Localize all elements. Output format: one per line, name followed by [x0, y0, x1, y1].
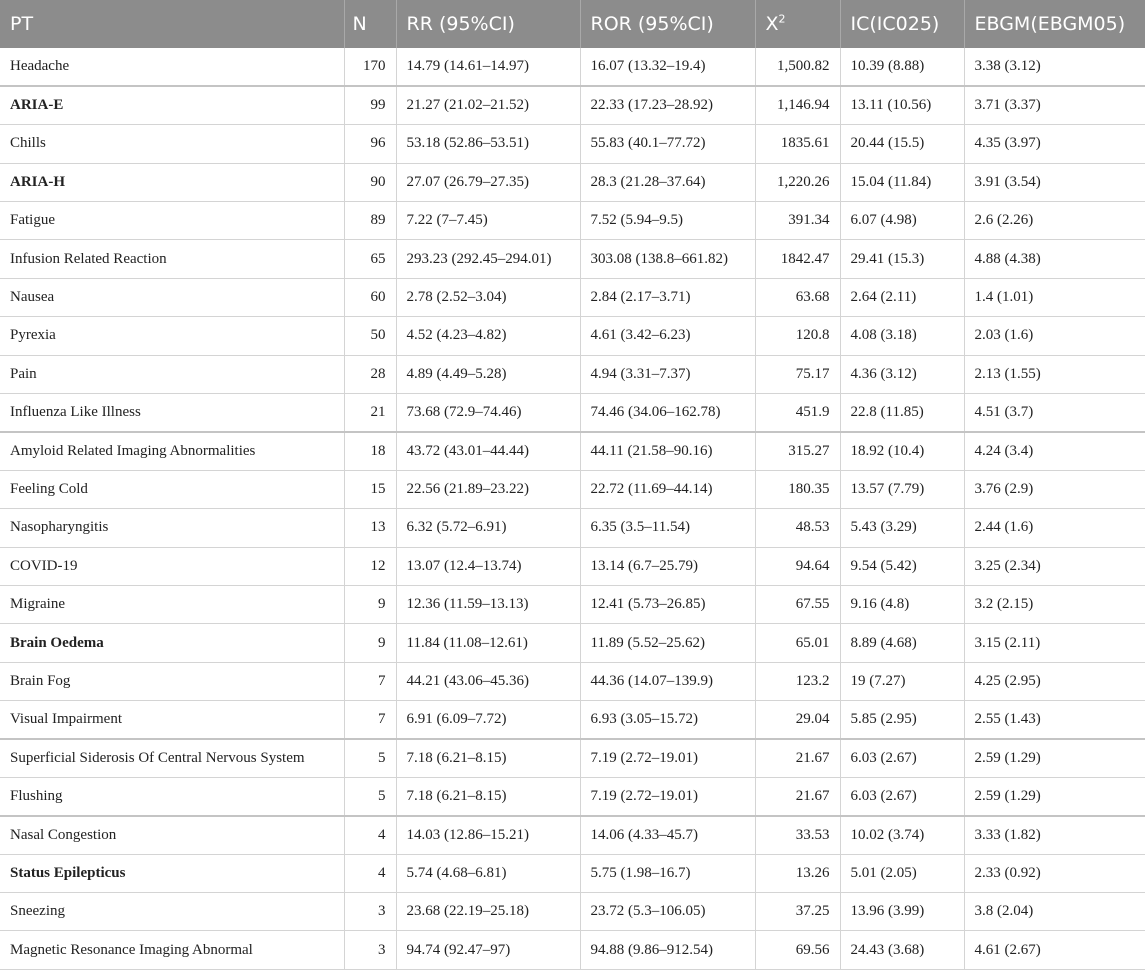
cell-ebgm: 4.25 (2.95)	[964, 662, 1145, 700]
cell-n: 99	[344, 86, 396, 124]
table-row	[0, 547, 1145, 585]
cell-pt: Superficial Siderosis Of Central Nervous System	[0, 739, 344, 777]
cell-pt: Influenza Like Illness	[0, 394, 344, 432]
cell-rr: 43.72 (43.01–44.44)	[396, 432, 580, 470]
cell-ror: 22.33 (17.23–28.92)	[580, 86, 755, 124]
cell-n: 18	[344, 432, 396, 470]
cell-ror: 7.52 (5.94–9.5)	[580, 202, 755, 240]
cell-ror: 14.06 (4.33–45.7)	[580, 816, 755, 854]
cell-n: 7	[344, 662, 396, 700]
header-ebgm: EBGM(EBGM05)	[974, 13, 1126, 35]
cell-ror: 23.72 (5.3–106.05)	[580, 893, 755, 931]
table-row	[0, 202, 1145, 240]
cell-pt: Amyloid Related Imaging Abnormalities	[0, 432, 344, 470]
cell-ror: 22.72 (11.69–44.14)	[580, 470, 755, 508]
cell-chi-square: 21.67	[755, 739, 840, 777]
cell-ic: 13.11 (10.56)	[840, 86, 964, 124]
header-rr: RR (95%CI)	[396, 0, 580, 48]
cell-pt: Headache	[0, 48, 344, 86]
cell-chi-square: 37.25	[755, 893, 840, 931]
cell-ebgm: 3.38 (3.12)	[964, 48, 1145, 86]
cell-pt: Brain Fog	[0, 662, 344, 700]
cell-ror: 303.08 (138.8–661.82)	[580, 240, 755, 278]
cell-ror: 44.11 (21.58–90.16)	[580, 432, 755, 470]
table-row	[0, 854, 1145, 892]
cell-n: 7	[344, 701, 396, 739]
cell-ebgm: 2.59 (1.29)	[964, 739, 1145, 777]
cell-chi-square: 315.27	[755, 432, 840, 470]
cell-pt: COVID-19	[0, 547, 344, 585]
cell-n: 9	[344, 585, 396, 623]
cell-ic: 5.01 (2.05)	[840, 854, 964, 892]
cell-ebgm: 4.88 (4.38)	[964, 240, 1145, 278]
cell-ic: 15.04 (11.84)	[840, 163, 964, 201]
table-row	[0, 432, 1145, 470]
cell-rr: 293.23 (292.45–294.01)	[396, 240, 580, 278]
cell-ic: 9.54 (5.42)	[840, 547, 964, 585]
cell-ror: 6.35 (3.5–11.54)	[580, 509, 755, 547]
table-row	[0, 240, 1145, 278]
header-chi-square-sup: 2	[778, 12, 786, 26]
cell-rr: 23.68 (22.19–25.18)	[396, 893, 580, 931]
cell-pt: Nasopharyngitis	[0, 509, 344, 547]
cell-chi-square: 123.2	[755, 662, 840, 700]
cell-n: 13	[344, 509, 396, 547]
cell-ror: 7.19 (2.72–19.01)	[580, 777, 755, 815]
cell-ic: 20.44 (15.5)	[840, 125, 964, 163]
table-row	[0, 394, 1145, 432]
cell-ror: 44.36 (14.07–139.9)	[580, 662, 755, 700]
cell-chi-square: 63.68	[755, 278, 840, 316]
cell-chi-square: 391.34	[755, 202, 840, 240]
cell-chi-square: 451.9	[755, 394, 840, 432]
table-row	[0, 662, 1145, 700]
cell-n: 28	[344, 355, 396, 393]
table-row	[0, 317, 1145, 355]
cell-chi-square: 33.53	[755, 816, 840, 854]
cell-chi-square: 1835.61	[755, 125, 840, 163]
cell-chi-square: 67.55	[755, 585, 840, 623]
cell-n: 3	[344, 931, 396, 969]
table-row	[0, 816, 1145, 854]
cell-n: 4	[344, 816, 396, 854]
table-row	[0, 163, 1145, 201]
cell-rr: 94.74 (92.47–97)	[396, 931, 580, 969]
table-row	[0, 777, 1145, 815]
cell-ebgm: 2.6 (2.26)	[964, 202, 1145, 240]
cell-ic: 8.89 (4.68)	[840, 624, 964, 662]
cell-ebgm: 2.55 (1.43)	[964, 701, 1145, 739]
cell-n: 60	[344, 278, 396, 316]
cell-n: 89	[344, 202, 396, 240]
cell-pt: Flushing	[0, 777, 344, 815]
header-ror: ROR (95%CI)	[580, 0, 755, 48]
cell-rr: 6.32 (5.72–6.91)	[396, 509, 580, 547]
cell-ror: 12.41 (5.73–26.85)	[580, 585, 755, 623]
cell-rr: 22.56 (21.89–23.22)	[396, 470, 580, 508]
table-row	[0, 470, 1145, 508]
cell-n: 12	[344, 547, 396, 585]
cell-ic: 9.16 (4.8)	[840, 585, 964, 623]
cell-pt: ARIA-H	[0, 163, 344, 201]
cell-chi-square: 13.26	[755, 854, 840, 892]
cell-chi-square: 1,220.26	[755, 163, 840, 201]
cell-ic: 18.92 (10.4)	[840, 432, 964, 470]
cell-n: 5	[344, 739, 396, 777]
header-row	[0, 0, 1145, 48]
cell-ebgm: 4.24 (3.4)	[964, 432, 1145, 470]
cell-rr: 13.07 (12.4–13.74)	[396, 547, 580, 585]
cell-ic: 6.07 (4.98)	[840, 202, 964, 240]
cell-n: 5	[344, 777, 396, 815]
cell-ebgm: 3.25 (2.34)	[964, 547, 1145, 585]
cell-n: 65	[344, 240, 396, 278]
cell-ic: 5.43 (3.29)	[840, 509, 964, 547]
cell-n: 3	[344, 893, 396, 931]
table-row	[0, 585, 1145, 623]
cell-rr: 2.78 (2.52–3.04)	[396, 278, 580, 316]
cell-rr: 44.21 (43.06–45.36)	[396, 662, 580, 700]
cell-chi-square: 1842.47	[755, 240, 840, 278]
cell-pt: Nasal Congestion	[0, 816, 344, 854]
cell-rr: 4.89 (4.49–5.28)	[396, 355, 580, 393]
cell-ebgm: 3.71 (3.37)	[964, 86, 1145, 124]
cell-ror: 28.3 (21.28–37.64)	[580, 163, 755, 201]
cell-rr: 21.27 (21.02–21.52)	[396, 86, 580, 124]
cell-ror: 5.75 (1.98–16.7)	[580, 854, 755, 892]
cell-pt: Brain Oedema	[0, 624, 344, 662]
cell-ebgm: 2.13 (1.55)	[964, 355, 1145, 393]
cell-ror: 6.93 (3.05–15.72)	[580, 701, 755, 739]
header-n: N	[344, 0, 396, 48]
table-row	[0, 125, 1145, 163]
cell-ic: 10.39 (8.88)	[840, 48, 964, 86]
cell-ebgm: 3.2 (2.15)	[964, 585, 1145, 623]
cell-chi-square: 29.04	[755, 701, 840, 739]
header-chi-square	[755, 0, 840, 48]
table-row	[0, 931, 1145, 969]
cell-chi-square: 65.01	[755, 624, 840, 662]
cell-chi-square: 1,500.82	[755, 48, 840, 86]
table-row	[0, 48, 1145, 86]
cell-pt: Magnetic Resonance Imaging Abnormal	[0, 931, 344, 969]
cell-chi-square: 21.67	[755, 777, 840, 815]
table-row	[0, 278, 1145, 316]
cell-ic: 4.08 (3.18)	[840, 317, 964, 355]
cell-rr: 53.18 (52.86–53.51)	[396, 125, 580, 163]
cell-ebgm: 4.51 (3.7)	[964, 394, 1145, 432]
table-row	[0, 701, 1145, 739]
cell-ebgm: 3.15 (2.11)	[964, 624, 1145, 662]
cell-ror: 13.14 (6.7–25.79)	[580, 547, 755, 585]
cell-ebgm: 2.59 (1.29)	[964, 777, 1145, 815]
cell-ic: 19 (7.27)	[840, 662, 964, 700]
cell-rr: 14.79 (14.61–14.97)	[396, 48, 580, 86]
cell-rr: 7.18 (6.21–8.15)	[396, 739, 580, 777]
cell-rr: 4.52 (4.23–4.82)	[396, 317, 580, 355]
table-row	[0, 355, 1145, 393]
cell-ic: 2.64 (2.11)	[840, 278, 964, 316]
cell-chi-square: 94.64	[755, 547, 840, 585]
cell-ebgm: 2.03 (1.6)	[964, 317, 1145, 355]
cell-rr: 6.91 (6.09–7.72)	[396, 701, 580, 739]
cell-ic: 6.03 (2.67)	[840, 739, 964, 777]
cell-ebgm: 2.44 (1.6)	[964, 509, 1145, 547]
cell-ebgm: 1.4 (1.01)	[964, 278, 1145, 316]
cell-ebgm: 3.8 (2.04)	[964, 893, 1145, 931]
cell-pt: Nausea	[0, 278, 344, 316]
cell-ror: 55.83 (40.1–77.72)	[580, 125, 755, 163]
cell-pt: ARIA-E	[0, 86, 344, 124]
cell-chi-square: 120.8	[755, 317, 840, 355]
cell-ror: 16.07 (13.32–19.4)	[580, 48, 755, 86]
cell-ic: 22.8 (11.85)	[840, 394, 964, 432]
cell-chi-square: 1,146.94	[755, 86, 840, 124]
cell-ror: 2.84 (2.17–3.71)	[580, 278, 755, 316]
cell-chi-square: 48.53	[755, 509, 840, 547]
cell-pt: Feeling Cold	[0, 470, 344, 508]
cell-ic: 5.85 (2.95)	[840, 701, 964, 739]
header-ic: IC(IC025)	[840, 0, 964, 48]
cell-ebgm: 3.33 (1.82)	[964, 816, 1145, 854]
cell-ic: 10.02 (3.74)	[840, 816, 964, 854]
table-row	[0, 893, 1145, 931]
cell-ebgm: 4.35 (3.97)	[964, 125, 1145, 163]
cell-n: 21	[344, 394, 396, 432]
cell-pt: Pyrexia	[0, 317, 344, 355]
cell-ebgm: 3.76 (2.9)	[964, 470, 1145, 508]
cell-pt: Chills	[0, 125, 344, 163]
cell-rr: 73.68 (72.9–74.46)	[396, 394, 580, 432]
header-chi-square-base: X	[765, 13, 779, 35]
cell-ror: 74.46 (34.06–162.78)	[580, 394, 755, 432]
cell-n: 15	[344, 470, 396, 508]
table-row	[0, 86, 1145, 124]
table-body	[0, 48, 1145, 969]
cell-ic: 13.96 (3.99)	[840, 893, 964, 931]
cell-ror: 4.94 (3.31–7.37)	[580, 355, 755, 393]
cell-ror: 4.61 (3.42–6.23)	[580, 317, 755, 355]
cell-pt: Visual Impairment	[0, 701, 344, 739]
cell-chi-square: 75.17	[755, 355, 840, 393]
cell-n: 50	[344, 317, 396, 355]
header-pt: PT	[0, 0, 344, 48]
cell-chi-square: 69.56	[755, 931, 840, 969]
table-header	[0, 0, 1145, 48]
cell-pt: Pain	[0, 355, 344, 393]
cell-rr: 7.22 (7–7.45)	[396, 202, 580, 240]
cell-ic: 13.57 (7.79)	[840, 470, 964, 508]
cell-ebgm: 2.33 (0.92)	[964, 854, 1145, 892]
cell-ebgm: 4.61 (2.67)	[964, 931, 1145, 969]
cell-pt: Fatigue	[0, 202, 344, 240]
cell-rr: 27.07 (26.79–27.35)	[396, 163, 580, 201]
cell-pt: Infusion Related Reaction	[0, 240, 344, 278]
cell-ebgm: 3.91 (3.54)	[964, 163, 1145, 201]
cell-ic: 24.43 (3.68)	[840, 931, 964, 969]
cell-ror: 94.88 (9.86–912.54)	[580, 931, 755, 969]
cell-n: 170	[344, 48, 396, 86]
table-row	[0, 624, 1145, 662]
cell-pt: Status Epilepticus	[0, 854, 344, 892]
cell-ic: 4.36 (3.12)	[840, 355, 964, 393]
table-row	[0, 509, 1145, 547]
cell-n: 96	[344, 125, 396, 163]
cell-n: 9	[344, 624, 396, 662]
cell-rr: 7.18 (6.21–8.15)	[396, 777, 580, 815]
cell-pt: Sneezing	[0, 893, 344, 931]
cell-ic: 6.03 (2.67)	[840, 777, 964, 815]
cell-n: 4	[344, 854, 396, 892]
table-row	[0, 739, 1145, 777]
cell-rr: 11.84 (11.08–12.61)	[396, 624, 580, 662]
cell-ror: 11.89 (5.52–25.62)	[580, 624, 755, 662]
cell-rr: 14.03 (12.86–15.21)	[396, 816, 580, 854]
cell-n: 90	[344, 163, 396, 201]
cell-chi-square: 180.35	[755, 470, 840, 508]
cell-rr: 12.36 (11.59–13.13)	[396, 585, 580, 623]
cell-ic: 29.41 (15.3)	[840, 240, 964, 278]
cell-rr: 5.74 (4.68–6.81)	[396, 854, 580, 892]
cell-pt: Migraine	[0, 585, 344, 623]
cell-ror: 7.19 (2.72–19.01)	[580, 739, 755, 777]
